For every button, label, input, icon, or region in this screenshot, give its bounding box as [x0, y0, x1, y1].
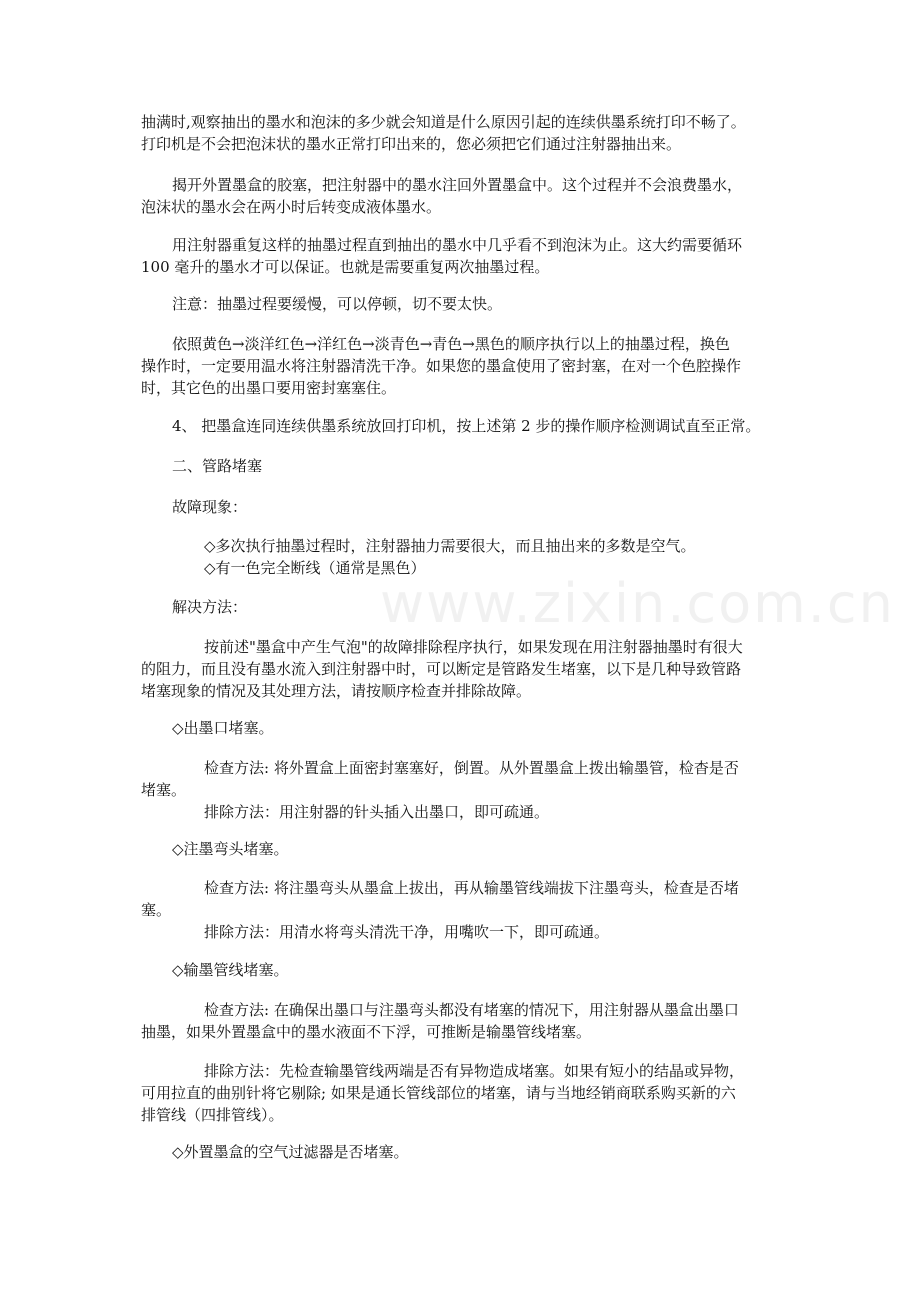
text-line: 依照黄色→淡洋红色→洋红色→淡青色→青色→黑色的顺序执行以上的抽墨过程，换色	[172, 335, 730, 353]
text-line: 抽满时,观察抽出的墨水和泡沫的多少就会知道是什么原因引起的连续供墨系统打印不畅了。	[141, 113, 746, 131]
text-line: 揭开外置墨盒的胶塞，把注射器中的墨水注回外置墨盒中。这个过程并不会浪费墨水，	[172, 176, 743, 194]
text-line: 操作时，一定要用温水将注射器清洗干净。如果您的墨盒使用了密封塞，在对一个色腔操作	[141, 357, 742, 375]
section-heading	[172, 455, 262, 477]
paragraph	[141, 174, 742, 218]
paragraph	[141, 999, 739, 1043]
text-line: 二、管路堵塞	[172, 457, 263, 475]
paragraph	[141, 234, 742, 278]
text-line: 抽墨，如果外置墨盒中的墨水液面不下浮，可推断是输墨管线堵塞。	[141, 1023, 592, 1041]
text-line: 排除方法：用注射器的针头插入出墨口，即可疏通。	[204, 803, 550, 821]
text-line: 100 毫升的墨水才可以保证。也就是需要重复两次抽墨过程。	[141, 258, 550, 276]
paragraph	[141, 333, 741, 399]
subheading	[172, 959, 289, 981]
text-line: ◇输墨管线堵塞。	[172, 961, 289, 979]
text-line: 时，其它色的出墨口要用密封塞塞住。	[141, 379, 397, 397]
text-line: 排除方法：用清水将弯头清洗干净，用嘴吹一下，即可疏通。	[204, 923, 610, 941]
text-line: 检查方法: 将外置盒上面密封塞塞好，倒置。从外置墨盒上拨出输墨管，检杳是否	[204, 759, 739, 777]
text-line: 堵塞。	[141, 781, 187, 799]
text-line: 塞。	[141, 901, 172, 919]
text-line: 故障现象：	[172, 498, 248, 516]
text-line: ◇注墨弯头堵塞。	[172, 840, 289, 858]
text-line: 注意：抽墨过程要缓慢，可以停顿，切不要太快。	[172, 295, 503, 313]
text-line: 检查方法: 在确保出墨口与注墨弯头都没有堵塞的情况下，用注射器从墨盒出墨口	[204, 1001, 739, 1019]
paragraph	[141, 757, 739, 823]
text-line: 4、 把墨盒连同连续供墨系统放回打印机，按上述第 2 步的操作顺序检测调试直至正常。	[172, 417, 761, 435]
text-line: ◇出墨口堵塞。	[172, 719, 274, 737]
text-line: ◇外置墨盒的空气过滤器是否堵塞。	[172, 1143, 409, 1161]
text-line: 检查方法: 将注墨弯头从墨盒上拔出，再从输墨管线端拔下注墨弯头，检查是否堵	[204, 879, 739, 897]
text-line: 按前述"墨盒中产生气泡"的故障排除程序执行，如果发现在用注射器抽墨时有很大	[204, 638, 743, 656]
paragraph	[141, 111, 746, 155]
paragraph	[141, 1060, 744, 1126]
subheading	[172, 1141, 409, 1163]
paragraph	[172, 293, 502, 315]
text-line: 的阻力，而且没有墨水流入到注射器中时，可以断定是管路发生堵塞，以下是几种导致管路	[141, 660, 742, 678]
text-line: 解决方法：	[172, 598, 248, 616]
text-line: 泡沫状的墨水会在两小时后转变成液体墨水。	[141, 198, 442, 216]
text-line: 排管线（四排管线）。	[141, 1106, 284, 1124]
subheading	[172, 717, 274, 739]
text-line: 用注射器重复这样的抽墨过程直到抽出的墨水中几乎看不到泡沫为止。这大约需要循环	[172, 236, 743, 254]
text-line: 可用拉直的曲别针将它剔除; 如果是通长管线部位的堵塞，请与当地经销商联系购买新的六	[141, 1084, 736, 1102]
subheading	[172, 838, 289, 860]
text-line: 堵塞现象的情况及其处理方法，请按顺序检查并排除故障。	[141, 682, 532, 700]
paragraph	[141, 636, 743, 702]
list-item: ◇有一色完全断线（通常是黑色）	[204, 559, 426, 577]
text-line: 打印机是不会把泡沫状的墨水正常打印出来的，您必须把它们通过注射器抽出来。	[141, 135, 682, 153]
symptom-list	[204, 535, 696, 579]
paragraph	[172, 415, 760, 437]
paragraph	[172, 496, 247, 518]
watermark: www.zixin.com.cn	[380, 572, 895, 635]
list-item: ◇多次执行抽墨过程时，注射器抽力需要很大，而且抽出来的多数是空气。	[204, 537, 696, 555]
paragraph	[172, 596, 247, 618]
paragraph	[141, 877, 739, 943]
text-line: 排除方法：先检查输墨管线两端是否有异物造成堵塞。如果有短小的结晶或异物，	[204, 1062, 745, 1080]
